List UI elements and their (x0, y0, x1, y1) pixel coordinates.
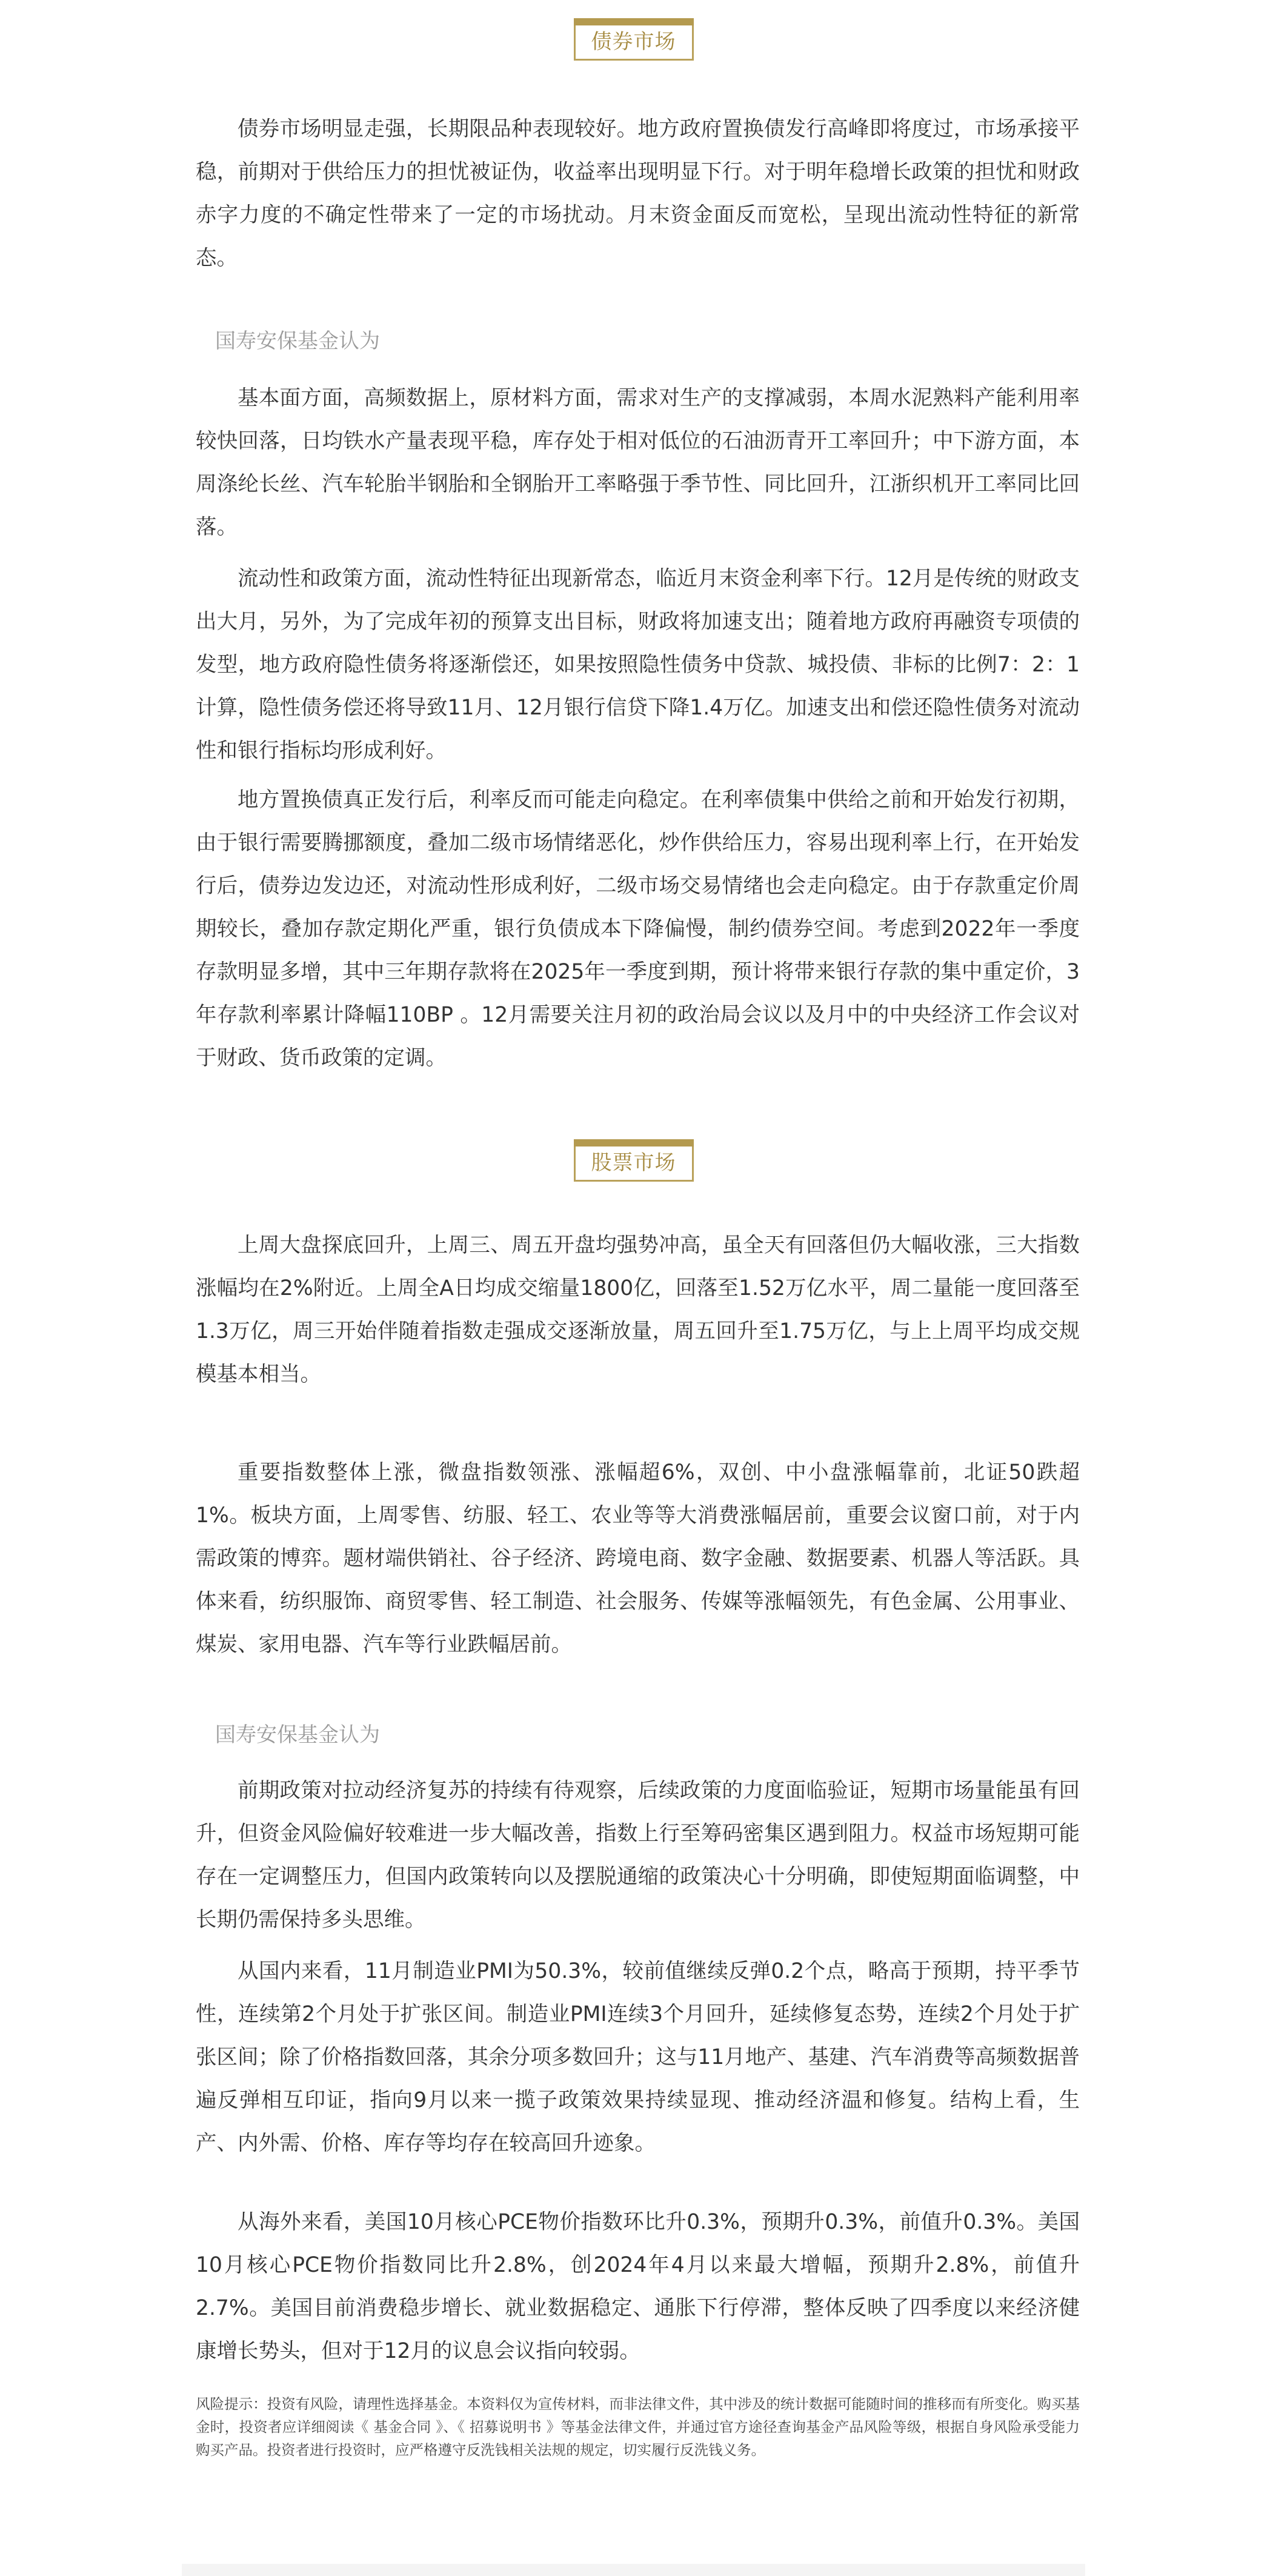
bond-section-badge (574, 18, 694, 61)
stock-view-label: 国寿安保基金认为 (215, 1723, 380, 1747)
stock-paragraph-indices: 重要指数整体上涨，微盘指数领涨、涨幅超6%，双创、中小盘涨幅靠前，北证50跌超1%。板块方面，上周零售、纺服、轻工、农业等等大消费涨幅居前，重要会议窗口前，对于内需政策的博弈。题材端供销社、谷子经济、跨境电商、数字金融、数据要素、机器人等活跃。具体来看，纺织服饰、商贸零售、轻工制造、社会服务、传媒等涨幅领先，有色金属、公用事业、煤炭、家用电器、汽车等行业跌幅居前。 (196, 1460, 1080, 1657)
stock-paragraph-market-review: 上周大盘探底回升，上周三、周五开盘均强势冲高，虽全天有回落但仍大幅收涨，三大指数涨幅均在2%附近。上周全A日均成交缩量1800亿，回落至1.52万亿水平，周二量能一度回落至1.3万亿，周三开始伴随着指数走强成交逐渐放量，周五回升至1.75万亿，与上上周平均成交规模基本相当。 (196, 1233, 1080, 1386)
risk-notice: 风险提示：投资有风险，请理性选择基金。本资料仅为宣传材料，而非法律文件，其中涉及的统计数据可能随时间的推移而有所变化。购买基金时，投资者应详细阅读《 基金合同 》、《 招募说明书 》等基金法律文件，并通过官方途径查询基金产品风险等级，根据自身风险承受能力购买产品。投资者进行投资时，应严格遵守反洗钱相关法规的规定，切实履行反洗钱义务。 (196, 2395, 1080, 2458)
stock-view-paragraph-policy: 前期政策对拉动经济复苏的持续有待观察，后续政策的力度面临验证，短期市场量能虽有回升，但资金风险偏好较难进一步大幅改善，指数上行至筹码密集区遇到阻力。权益市场短期可能存在一定调整压力，但国内政策转向以及摆脱通缩的政策决心十分明确，即使短期面临调整，中长期仍需保持多头思维。 (196, 1779, 1080, 1932)
bond-paragraph-local-debt: 地方置换债真正发行后，利率反而可能走向稳定。在利率债集中供给之前和开始发行初期，由于银行需要腾挪额度，叠加二级市场情绪恶化，炒作供给压力，容易出现利率上行，在开始发行后，债券边发边还，对流动性形成利好，二级市场交易情绪也会走向稳定。由于存款重定价周期较长，叠加存款定期化严重，银行负债成本下降偏慢，制约债券空间。考虑到2022年一季度存款明显多增，其中三年期存款将在2025年一季度到期，预计将带来银行存款的集中重定价，3年存款利率累计降幅110BP 。12月需要关注月初的政治局会议以及月中的中央经济工作会议对于财政、货币政策的定调。 (196, 788, 1080, 1070)
bond-paragraph-liquidity: 流动性和政策方面，流动性特征出现新常态，临近月末资金利率下行。12月是传统的财政支出大月，另外，为了完成年初的预算支出目标，财政将加速支出；随着地方政府再融资专项债的发型，地方政府隐性债务将逐渐偿还，如果按照隐性债务中贷款、城投债、非标的比例7：2：1计算，隐性债务偿还将导致11月、12月银行信贷下降1.4万亿。加速支出和偿还隐性债务对流动性和银行指标均形成利好。 (196, 567, 1080, 763)
stock-section-title: 股票市场 (591, 1150, 676, 1175)
stock-section-badge (574, 1139, 694, 1182)
bond-view-label: 国寿安保基金认为 (215, 329, 380, 353)
stock-view-paragraph-domestic: 从国内来看，11月制造业PMI为50.3%，较前值继续反弹0.2个点，略高于预期，持平季节性，连续第2个月处于扩张区间。制造业PMI连续3个月回升，延续修复态势，连续2个月处于扩张区间；除了价格指数回落，其余分项多数回升；这与11月地产、基建、汽车消费等高频数据普遍反弹相互印证，指向9月以来一揽子政策效果持续显现、推动经济温和修复。结构上看，生产、内外需、价格、库存等均存在较高回升迹象。 (196, 1959, 1080, 2155)
bond-section-title: 债券市场 (591, 29, 676, 54)
bottom-divider (182, 2564, 1085, 2576)
bond-intro-paragraph: 债券市场明显走强，长期限品种表现较好。地方政府置换债发行高峰即将度过，市场承接平稳，前期对于供给压力的担忧被证伪，收益率出现明显下行。对于明年稳增长政策的担忧和财政赤字力度的不确定性带来了一定的市场扰动。月末资金面反而宽松，呈现出流动性特征的新常态。 (196, 117, 1080, 270)
bond-paragraph-fundamentals: 基本面方面，高频数据上，原材料方面，需求对生产的支撑减弱，本周水泥熟料产能利用率较快回落，日均铁水产量表现平稳，库存处于相对低位的石油沥青开工率回升；中下游方面，本周涤纶长丝、汽车轮胎半钢胎和全钢胎开工率略强于季节性、同比回升，江浙织机开工率同比回落。 (196, 386, 1080, 539)
stock-section-header (0, 1139, 1267, 1182)
stock-view-paragraph-overseas: 从海外来看，美国10月核心PCE物价指数环比升0.3%，预期升0.3%，前值升0.3%。美国10月核心PCE物价指数同比升2.8%，创2024年4月以来最大增幅，预期升2.8%，前值升2.7%。美国目前消费稳步增长、就业数据稳定、通胀下行停滞，整体反映了四季度以来经济健康增长势头，但对于12月的议息会议指向较弱。 (196, 2210, 1080, 2363)
bond-section-header (0, 18, 1267, 61)
